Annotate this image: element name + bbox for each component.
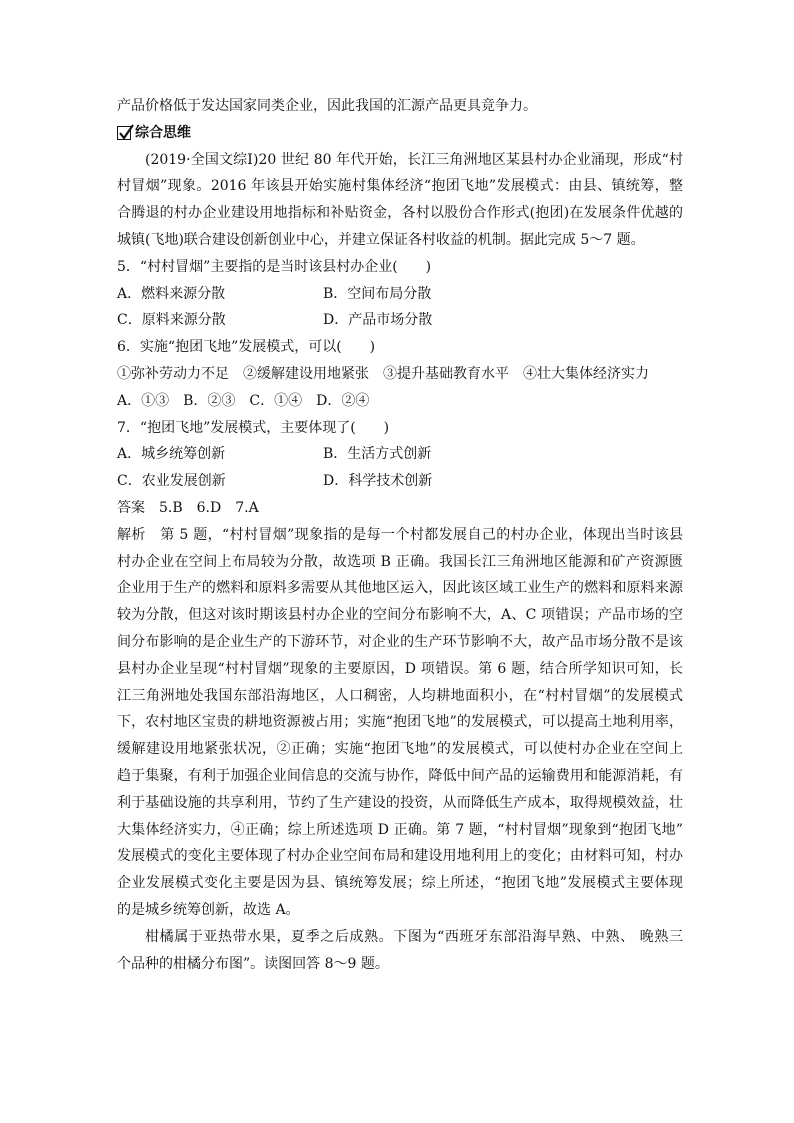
options-row [117, 468, 683, 495]
answer-line: 答案 5.B 6.D 7.A [117, 499, 259, 516]
passage-line: (2019·全国文综Ⅰ)20 世纪 80 年代开始，长江三角洲地区某县村办企业涌现，形成“村 [145, 151, 683, 168]
statement-4: ④壮大集体经济实力 [523, 365, 649, 382]
choice-c: C．①④ [249, 392, 303, 409]
intro-tail-text: 产品价格低于发达国家同类企业，因此我国的汇源产品更具竞争力。 [117, 98, 537, 114]
analysis-line: 县村办企业呈现“村村冒烟”现象的主要原因，D 项错误。第 6 题，结合所学知识可知，长 [117, 660, 683, 677]
option-d: D．产品市场分散 [323, 312, 433, 329]
question-5 [117, 254, 683, 334]
question-stem: 5．“村村冒烟”主要指的是当时该县村办企业( ) [117, 258, 432, 275]
section-heading [117, 120, 683, 147]
option-c: C．农业发展创新 [117, 473, 226, 490]
option-a: A．燃料来源分散 [117, 285, 226, 302]
checkbox-checked-icon [117, 126, 131, 140]
analysis-line: 较为分散，但这对该时期该县村办企业的空间分布影响不大，A、C 项错误；产品市场的空 [117, 607, 683, 624]
analysis-line: 企业用于生产的燃料和原料多需要从其他地区运入，因此该区域工业生产的燃料和原料来源 [117, 580, 683, 597]
options-row [117, 307, 683, 334]
options-row [117, 441, 683, 468]
analysis [117, 522, 683, 924]
passage-line: 柑橘属于亚热带水果，夏季之后成熟。下图为“西班牙东部沿海早熟、中熟、 晚熟三 [145, 928, 683, 945]
analysis-line: 利于基础设施的共享利用，节约了生产建设的投资，从而降低生产成本，取得规模效益，壮 [117, 794, 683, 811]
analysis-line: 大集体经济实力，④正确；综上所述选项 D 正确。第 7 题，“村村冒烟”现象到“抱团飞地” [117, 821, 683, 838]
option-b: B．空间布局分散 [323, 285, 432, 302]
section-title: 综合思维 [135, 124, 191, 141]
option-a: A．城乡统筹创新 [117, 446, 226, 463]
choice-d: D．②④ [316, 392, 370, 409]
option-b: B．生活方式创新 [323, 446, 432, 463]
analysis-line: 解析 第 5 题，“村村冒烟”现象指的是每一个村都发展自己的村办企业，体现出当时该县 [117, 526, 683, 543]
choices-row [117, 388, 683, 415]
analysis-line: 下，农村地区宝贵的耕地资源被占用；实施“抱团飞地”的发展模式，可以提高土地利用率， [117, 714, 683, 731]
question-stem: 6．实施“抱团飞地”发展模式，可以( ) [117, 339, 376, 356]
analysis-line: 的是城乡统筹创新，故选 A。 [117, 901, 300, 918]
analysis-line: 企业发展模式变化主要是因为县、镇统筹发展；综上所述，“抱团飞地”发展模式主要体现 [117, 875, 683, 892]
options-row [117, 281, 683, 308]
question-7 [117, 415, 683, 495]
passage-line: 村冒烟”现象。2016 年该县开始实施村集体经济“抱团飞地”发展模式：由县、镇统筹，整 [117, 178, 683, 195]
statement-items [117, 361, 683, 388]
analysis-line: 趋于集聚，有利于加强企业间信息的交流与协作，降低中间产品的运输费用和能源消耗，有 [117, 767, 683, 784]
analysis-line: 发展模式的变化主要体现了村办企业空间布局和建设用地利用上的变化；由材料可知，村办 [117, 848, 683, 865]
statement-3: ③提升基础教育水平 [383, 365, 509, 382]
passage-line: 合腾退的村办企业建设用地指标和补贴资金，各村以股份合作形式(抱团)在发展条件优越的 [117, 205, 683, 222]
content [117, 93, 683, 977]
choice-b: B．②③ [183, 392, 236, 409]
statement-1: ①弥补劳动力不足 [117, 365, 229, 382]
next-passage [117, 924, 683, 978]
passage-line: 城镇(飞地)联合建设创新创业中心，并建立保证各村收益的机制。据此完成 5～7 题。 [117, 231, 645, 248]
analysis-line: 江三角洲地处我国东部沿海地区，人口稠密，人均耕地面积小，在“村村冒烟”的发展模式 [117, 687, 683, 704]
question-stem: 7．“抱团飞地”发展模式，主要体现了( ) [117, 419, 390, 436]
option-d: D．科学技术创新 [323, 473, 433, 490]
statement-2: ②缓解建设用地紧张 [243, 365, 369, 382]
question-6 [117, 334, 683, 414]
choice-a: A．①③ [117, 392, 170, 409]
analysis-line: 缓解建设用地紧张状况，②正确；实施“抱团飞地”的发展模式，可以使村办企业在空间上 [117, 741, 683, 758]
passage-line: 个品种的柑橘分布图”。读图回答 8～9 题。 [117, 955, 389, 972]
passage [117, 147, 683, 254]
analysis-line: 村办企业在空间上布局较为分散，故选项 B 正确。我国长江三角洲地区能源和矿产资源匮 [117, 553, 683, 570]
analysis-line: 间分布影响的是企业生产的下游环节，对企业的生产环节影响不大，故产品市场分散不是该 [117, 633, 683, 650]
option-c: C．原料来源分散 [117, 312, 226, 329]
